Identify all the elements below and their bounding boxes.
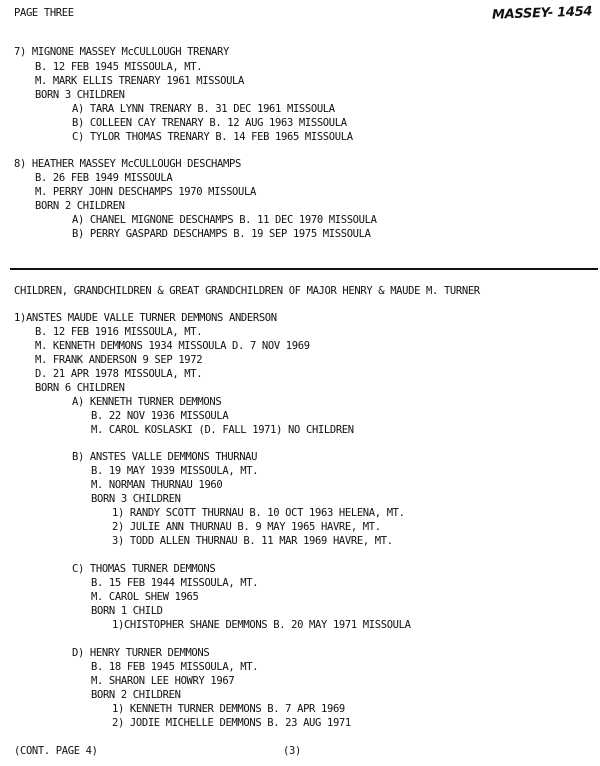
text-line: A) CHANEL MIGNONE DESCHAMPS B. 11 DEC 1970 MISSOULA [72, 214, 377, 226]
page-number: (3) [283, 745, 301, 757]
text-line: B) ANSTES VALLE DEMMONS THURNAU [72, 451, 258, 463]
text-line: B. 22 NOV 1936 MISSOULA [91, 410, 229, 422]
text-line: 1)ANSTES MAUDE VALLE TURNER DEMMONS ANDERSON [14, 312, 277, 324]
text-line: B. 15 FEB 1944 MISSOULA, MT. [91, 577, 259, 589]
text-line: BORN 3 CHILDREN [35, 89, 125, 101]
text-line: M. CAROL SHEW 1965 [91, 591, 199, 603]
text-line: M. SHARON LEE HOWRY 1967 [91, 675, 235, 687]
text-line: B) COLLEEN CAY TRENARY B. 12 AUG 1963 MISSOULA [72, 117, 347, 129]
text-line: B) PERRY GASPARD DESCHAMPS B. 19 SEP 1975 MISSOULA [72, 228, 371, 240]
text-line: C) TYLOR THOMAS TRENARY B. 14 FEB 1965 MISSOULA [72, 131, 353, 143]
handwritten-note: MASSEY- 1454 [491, 4, 593, 23]
text-line: 1) RANDY SCOTT THURNAU B. 10 OCT 1963 HELENA, MT. [112, 507, 405, 519]
text-line: A) KENNETH TURNER DEMMONS [72, 396, 222, 408]
text-line: M. NORMAN THURNAU 1960 [91, 479, 223, 491]
text-line: BORN 1 CHILD [91, 605, 163, 617]
text-line: B. 26 FEB 1949 MISSOULA [35, 172, 173, 184]
text-line: CHILDREN, GRANDCHILDREN & GREAT GRANDCHILDREN OF MAJOR HENRY & MAUDE M. TURNER [14, 285, 480, 297]
continued-note: (CONT. PAGE 4) [14, 745, 98, 757]
text-line: M. FRANK ANDERSON 9 SEP 1972 [35, 354, 203, 366]
text-line: 2) JULIE ANN THURNAU B. 9 MAY 1965 HAVRE, MT. [112, 521, 381, 533]
text-line: M. KENNETH DEMMONS 1934 MISSOULA D. 7 NOV 1969 [35, 340, 310, 352]
text-line: A) TARA LYNN TRENARY B. 31 DEC 1961 MISSOULA [72, 103, 335, 115]
text-line: D) HENRY TURNER DEMMONS [72, 647, 210, 659]
text-line: B. 18 FEB 1945 MISSOULA, MT. [91, 661, 259, 673]
text-line: 7) MIGNONE MASSEY McCULLOUGH TRENARY [14, 46, 229, 58]
text-line: B. 12 FEB 1916 MISSOULA, MT. [35, 326, 203, 338]
text-line: BORN 2 CHILDREN [35, 200, 125, 212]
text-line: BORN 6 CHILDREN [35, 382, 125, 394]
text-line: BORN 2 CHILDREN [91, 689, 181, 701]
text-line: B. 12 FEB 1945 MISSOULA, MT. [35, 61, 203, 73]
text-line: 2) JODIE MICHELLE DEMMONS B. 23 AUG 1971 [112, 717, 351, 729]
text-line: 8) HEATHER MASSEY McCULLOUGH DESCHAMPS [14, 158, 241, 170]
text-line: 1) KENNETH TURNER DEMMONS B. 7 APR 1969 [112, 703, 345, 715]
text-line: B. 19 MAY 1939 MISSOULA, MT. [91, 465, 259, 477]
text-line: BORN 3 CHILDREN [91, 493, 181, 505]
text-line: M. MARK ELLIS TRENARY 1961 MISSOULA [35, 75, 245, 87]
text-line: 1)CHISTOPHER SHANE DEMMONS B. 20 MAY 1971 MISSOULA [112, 619, 411, 631]
page-label: PAGE THREE [14, 7, 74, 19]
text-line: M. CAROL KOSLASKI (D. FALL 1971) NO CHILDREN [91, 424, 354, 436]
text-line: C) THOMAS TURNER DEMMONS [72, 563, 216, 575]
text-line: 3) TODD ALLEN THURNAU B. 11 MAR 1969 HAVRE, MT. [112, 535, 393, 547]
section-divider [10, 268, 598, 270]
text-line: D. 21 APR 1978 MISSOULA, MT. [35, 368, 203, 380]
text-line: M. PERRY JOHN DESCHAMPS 1970 MISSOULA [35, 186, 256, 198]
